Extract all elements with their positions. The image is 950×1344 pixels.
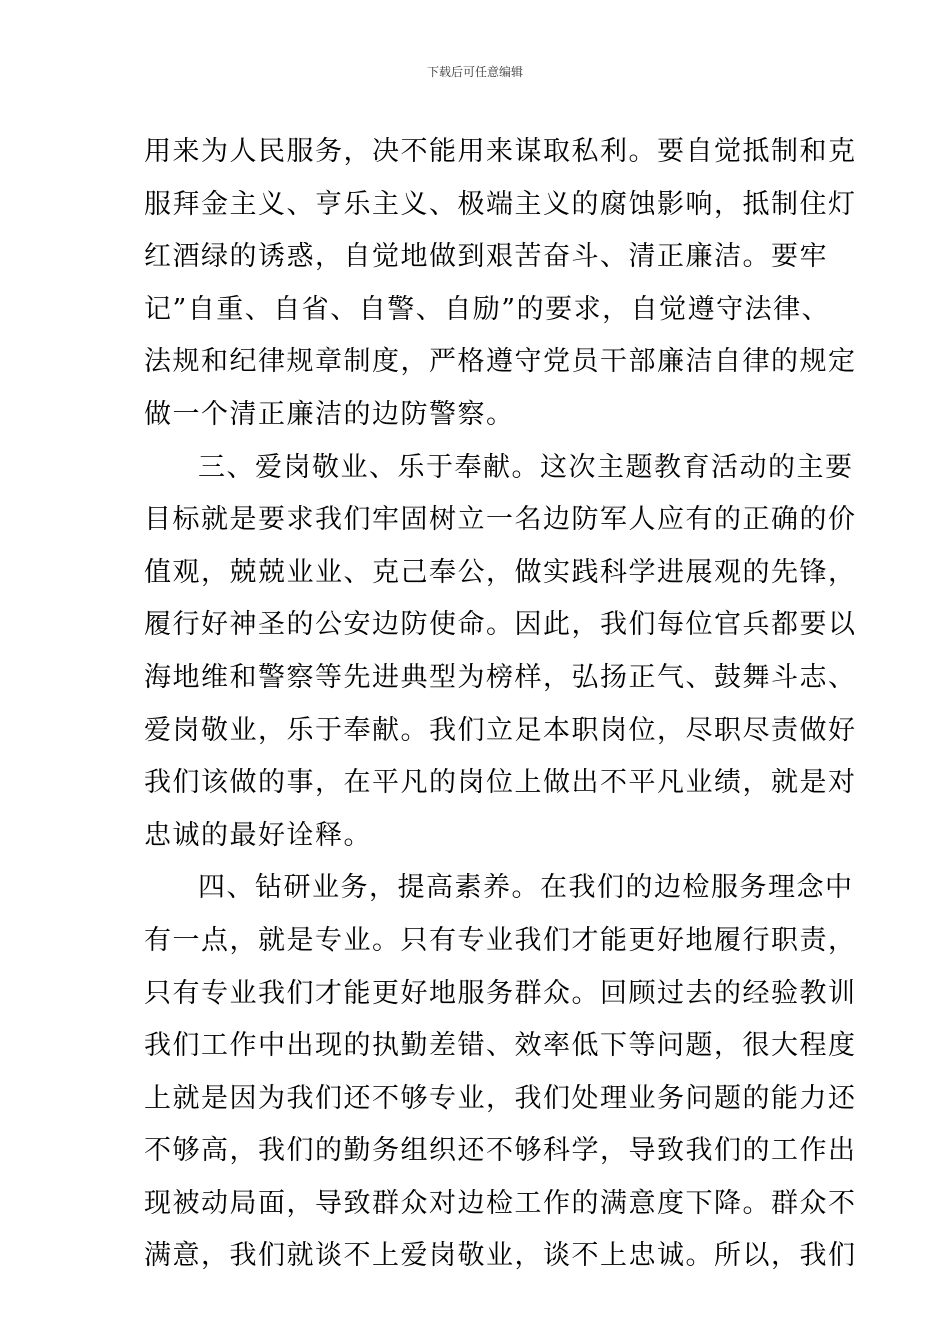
text-line: 只有专业我们才能更好地服务群众。回顾过去的经验教训 — [144, 977, 857, 1009]
text-line: 我们该做的事，在平凡的岗位上做出不平凡业绩，就是对 — [144, 767, 857, 799]
text-line: 我们工作中出现的执勤差错、效率低下等问题，很大程度 — [144, 1030, 857, 1062]
text-line: 目标就是要求我们牢固树立一名边防军人应有的正确的价 — [144, 504, 857, 536]
text-line: 做一个清正廉洁的边防警察。 — [144, 398, 515, 430]
text-line: 服拜金主义、亨乐主义、极端主义的腐蚀影响，抵制住灯 — [144, 188, 857, 220]
text-line: 记”自重、自省、自警、自励”的要求，自觉遵守法律、 — [144, 293, 831, 325]
text-line: 海地维和警察等先进典型为榜样，弘扬正气、鼓舞斗志、 — [144, 661, 857, 693]
text-line: 履行好神圣的公安边防使命。因此，我们每位官兵都要以 — [144, 609, 857, 641]
text-line: 法规和纪律规章制度，严格遵守党员干部廉洁自律的规定 — [144, 346, 857, 378]
text-line: 不够高，我们的勤务组织还不够科学，导致我们的工作出 — [144, 1135, 857, 1167]
text-line: 爱岗敬业，乐于奉献。我们立足本职岗位，尽职尽责做好 — [144, 714, 857, 746]
text-line: 值观，兢兢业业、克己奉公，做实践科学进展观的先锋， — [144, 556, 857, 588]
text-line: 忠诚的最好诠释。 — [144, 819, 372, 851]
text-line: 用来为人民服务，决不能用来谋取私利。要自觉抵制和克 — [144, 136, 857, 167]
page-header: 下载后可任意编辑 — [426, 65, 523, 79]
text-line: 满意，我们就谈不上爱岗敬业，谈不上忠诚。所以，我们 — [144, 1240, 857, 1272]
text-line: 现被动局面，导致群众对边检工作的满意度下降。群众不 — [144, 1187, 857, 1219]
text-line: 红酒绿的诱惑，自觉地做到艰苦奋斗、清正廉洁。要牢 — [144, 241, 828, 273]
paragraph-start-line: 四、钻研业务，提高素养。在我们的边检服务理念中 — [198, 872, 854, 904]
document-body — [144, 126, 857, 1283]
text-line: 上就是因为我们还不够专业，我们处理业务问题的能力还 — [144, 1082, 857, 1114]
paragraph-start-line: 三、爱岗敬业、乐于奉献。这次主题教育活动的主要 — [198, 451, 854, 483]
text-line: 有一点，就是专业。只有专业我们才能更好地履行职责， — [144, 924, 857, 956]
